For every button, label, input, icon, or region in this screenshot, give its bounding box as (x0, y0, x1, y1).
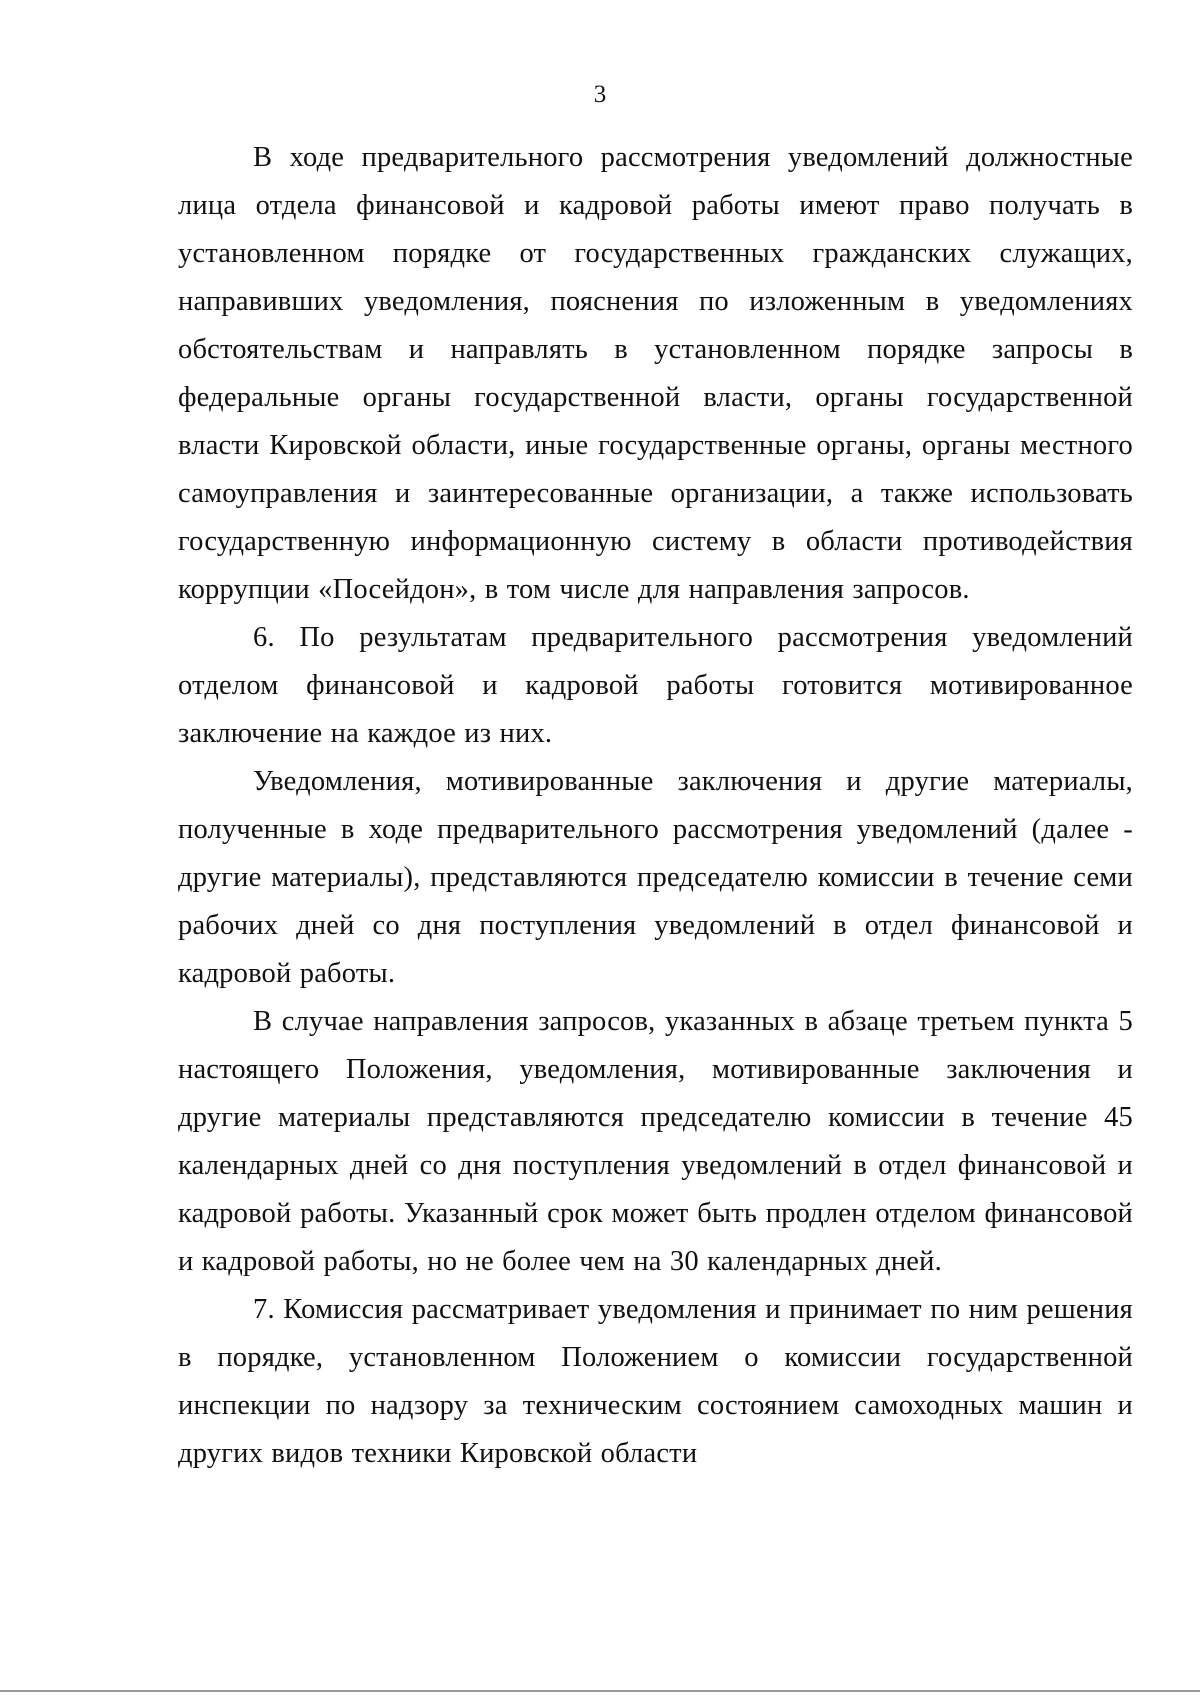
page-number: 3 (593, 81, 607, 108)
paragraph-materials-submission: Уведомления, мотивированные заключения и другие материалы, полученные в ходе предварительного рассмотрения уведомлений (далее - другие материалы), представляются председателю комиссии в течение семи рабочих дней со дня поступления уведомлений в отдел финансовой и кадровой работы. (178, 766, 1133, 989)
document-body (178, 134, 1133, 1478)
paragraph-item-7: 7. Комиссия рассматривает уведомления и принимает по ним решения в порядке, установленном Положением о комиссии государственной инспекции по надзору за техническим состоянием самоходных машин и других видов техники Кировской области (178, 1294, 1133, 1469)
scan-edge-line (0, 1690, 1200, 1692)
paragraph-item-6: 6. По результатам предварительного рассмотрения уведомлений отделом финансовой и кадровой работы готовится мотивированное заключение на каждое из них. (178, 622, 1133, 749)
paragraph-preliminary-review: В ходе предварительного рассмотрения уведомлений должностные лица отдела финансовой и кадровой работы имеют право получать в установленном порядке от государственных гражданских служащих, направивших уведомления, пояснения по изложенным в уведомлениях обстоятельствам и направлять в установленном порядке запросы в федеральные органы государственной власти, органы государственной власти Кировской области, иные государственные органы, органы местного самоуправления и заинтересованные организации, а также использовать государственную информационную систему в области противодействия коррупции «Посейдон», в том числе для направления запросов. (178, 142, 1133, 605)
paragraph-requests-deadline: В случае направления запросов, указанных в абзаце третьем пункта 5 настоящего Положения, уведомления, мотивированные заключения и другие материалы представляются председателю комиссии в течение 45 календарных дней со дня поступления уведомлений в отдел финансовой и кадровой работы. Указанный срок может быть продлен отделом финансовой и кадровой работы, но не более чем на 30 календарных дней. (178, 1006, 1133, 1277)
